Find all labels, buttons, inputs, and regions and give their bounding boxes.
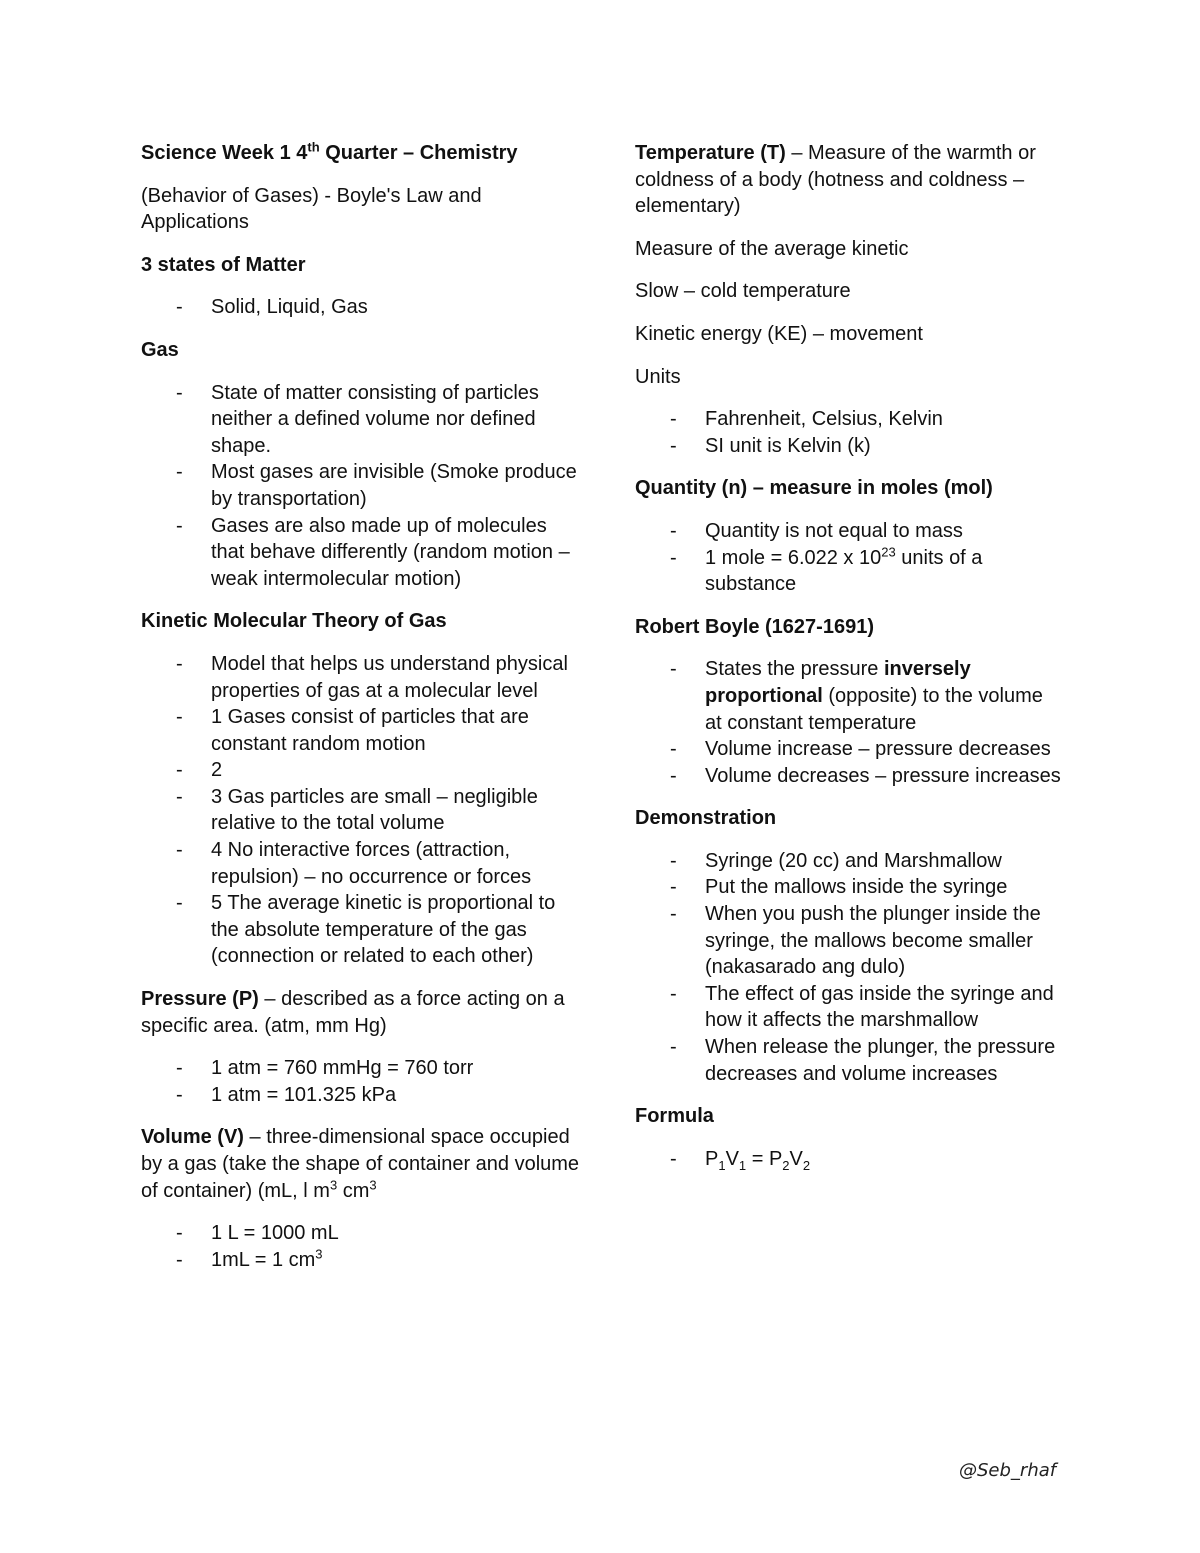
list-item: - 1 mole = 6.022 x $10^{23}$ units of a substance bbox=[635, 545, 1065, 598]
document-title: Science Week 1 4th Quarter – Chemistry bbox=[141, 139, 518, 164]
formula-heading: Formula bbox=[635, 1105, 714, 1128]
pressure-list bbox=[141, 1055, 581, 1108]
pressure-definition: Pressure (P) – described as a force acting on a specific area. (atm, mm Hg) bbox=[141, 988, 565, 1037]
list-item: - Quantity is not equal to mass bbox=[635, 518, 1065, 545]
volume-list bbox=[141, 1220, 581, 1273]
formula-equation: - $P_1V_1 = P_2V_2$ bbox=[635, 1146, 1065, 1173]
list-item: - 1 atm = 760 mmHg = 760 torr bbox=[141, 1055, 581, 1082]
list-item: - Model that helps us understand physical properties of gas at a molecular level bbox=[141, 651, 581, 704]
temperature-note: Kinetic energy (KE) – movement bbox=[635, 322, 923, 345]
author-signature: @Seb_rhaf bbox=[959, 1460, 1057, 1481]
list-item: - 1mL = 1 $cm^3$ bbox=[141, 1247, 581, 1274]
list-item: - Syringe (20 cc) and Marshmallow bbox=[635, 848, 1065, 875]
list-item: - 2 bbox=[141, 757, 581, 784]
temperature-definition: Temperature (T) – Measure of the warmth or coldness of a body (hotness and coldness – elementary) bbox=[635, 142, 1036, 218]
volume-definition: Volume (V) – three-dimensional space occupied by a gas (take the shape of container and volume of container) (mL, l $m^3$ $cm^3$ bbox=[141, 1126, 580, 1202]
list-item: - 4 No interactive forces (attraction, repulsion) – no occurrence or forces bbox=[141, 837, 581, 890]
list-item: - 1 Gases consist of particles that are constant random motion bbox=[141, 704, 581, 757]
list-item: - 1 L = 1000 mL bbox=[141, 1220, 581, 1247]
boyle-heading: Robert Boyle (1627-1691) bbox=[635, 615, 874, 638]
list-item: - 1 atm = 101.325 kPa bbox=[141, 1082, 581, 1109]
list-item: - Fahrenheit, Celsius, Kelvin bbox=[635, 406, 1065, 433]
gas-list bbox=[141, 380, 581, 593]
list-item: - Most gases are invisible (Smoke produce by transportation) bbox=[141, 459, 581, 512]
list-item: - 3 Gas particles are small – negligible relative to the total volume bbox=[141, 784, 581, 837]
gas-heading: Gas bbox=[141, 338, 179, 361]
list-item: - 5 The average kinetic is proportional to the absolute temperature of the gas (connection or related to each other) bbox=[141, 890, 581, 970]
units-label: Units bbox=[635, 365, 681, 388]
temperature-note: Measure of the average kinetic bbox=[635, 237, 909, 260]
list-item: - When you push the plunger inside the syringe, the mallows become smaller (nakasarado ang dulo) bbox=[635, 901, 1065, 981]
document-subtitle: (Behavior of Gases) - Boyle's Law and Applications bbox=[141, 184, 482, 234]
list-item: - Volume increase – pressure decreases bbox=[635, 736, 1065, 763]
temperature-note: Slow – cold temperature bbox=[635, 280, 851, 303]
right-column bbox=[635, 140, 1065, 1172]
list-item: - Gases are also made up of molecules that behave differently (random motion – weak intermolecular motion) bbox=[141, 513, 581, 593]
states-list bbox=[141, 294, 581, 321]
states-heading: 3 states of Matter bbox=[141, 253, 306, 276]
list-item: - SI unit is Kelvin (k) bbox=[635, 433, 1065, 460]
list-item: - States the pressure inversely proportional (opposite) to the volume at constant temperature bbox=[635, 656, 1065, 736]
list-item: - State of matter consisting of particles neither a defined volume nor defined shape. bbox=[141, 380, 581, 460]
kmt-heading: Kinetic Molecular Theory of Gas bbox=[141, 610, 447, 633]
demonstration-heading: Demonstration bbox=[635, 807, 777, 830]
kmt-list bbox=[141, 651, 581, 970]
formula-list bbox=[635, 1146, 1065, 1173]
list-item: - When release the plunger, the pressure decreases and volume increases bbox=[635, 1034, 1065, 1087]
list-item: - The effect of gas inside the syringe and how it affects the marshmallow bbox=[635, 981, 1065, 1034]
left-column bbox=[141, 140, 581, 1273]
list-item: - Solid, Liquid, Gas bbox=[141, 294, 581, 321]
list-item: - Put the mallows inside the syringe bbox=[635, 874, 1065, 901]
boyle-list bbox=[635, 656, 1065, 789]
units-list bbox=[635, 406, 1065, 459]
demonstration-list bbox=[635, 848, 1065, 1087]
quantity-heading: Quantity (n) – measure in moles (mol) bbox=[635, 477, 993, 500]
list-item: - Volume decreases – pressure increases bbox=[635, 763, 1065, 790]
quantity-list bbox=[635, 518, 1065, 598]
